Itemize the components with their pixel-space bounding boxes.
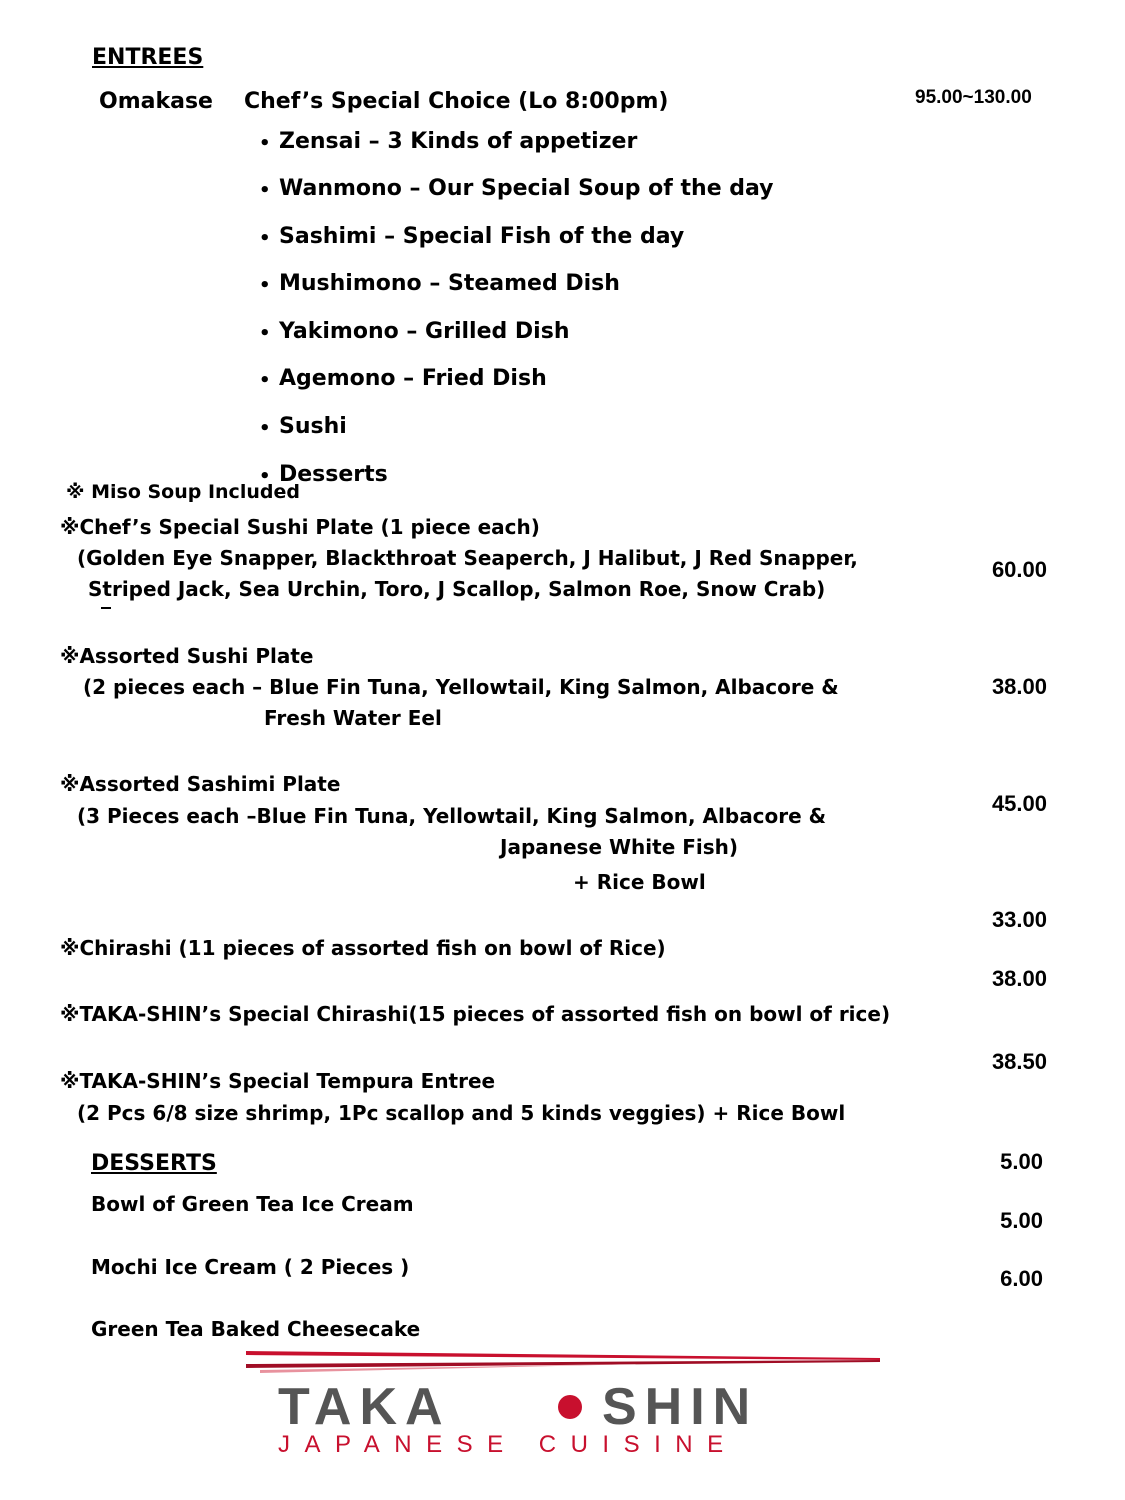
assorted-sushi-plate-price: 38.00 <box>991 674 1047 699</box>
chef-sushi-plate-desc-1: (Golden Eye Snapper, Blackthroat Seaperch, J Halibut, J Red Snapper, <box>77 546 858 570</box>
bullet-icon: • <box>259 275 271 296</box>
bullet-icon: • <box>259 466 271 487</box>
assorted-sashimi-plate-desc-1: (3 Pieces each –Blue Fin Tuna, Yellowtail, King Salmon, Albacore & <box>77 804 827 828</box>
bullet-icon: • <box>259 228 271 249</box>
entrees-heading: ENTREES <box>92 45 204 70</box>
course-item: Mushimono – Steamed Dish <box>279 271 620 296</box>
logo-name-right: SHIN <box>602 1378 759 1436</box>
course-item: Sushi <box>279 414 347 439</box>
desserts-heading: DESSERTS <box>91 1151 217 1176</box>
logo-name-left: TAKA <box>278 1378 451 1436</box>
miso-soup-note: ※ Miso Soup Included <box>66 481 300 503</box>
taka-shin-logo <box>240 1348 890 1458</box>
assorted-sashimi-plate-desc-2: Japanese White Fish) <box>500 835 739 859</box>
course-item: Agemono – Fried Dish <box>279 366 547 391</box>
bullet-icon: • <box>259 180 271 201</box>
dessert-price: 5.00 <box>1000 1149 1043 1174</box>
dessert-price: 5.00 <box>1000 1208 1043 1233</box>
special-chirashi-price: 38.00 <box>991 966 1047 991</box>
course-item: Sashimi – Special Fish of the day <box>279 224 685 249</box>
chef-sushi-plate-price: 60.00 <box>991 557 1047 582</box>
dessert-price: 6.00 <box>1000 1266 1043 1291</box>
logo-subtitle: JAPANESE CUISINE <box>278 1431 738 1458</box>
assorted-sashimi-plate-price: 45.00 <box>991 791 1047 816</box>
dessert-item: Mochi Ice Cream ( 2 Pieces ) <box>91 1255 410 1279</box>
chirashi-price: 33.00 <box>991 907 1047 932</box>
assorted-sashimi-plate-name: ※Assorted Sashimi Plate <box>60 772 341 796</box>
logo-red-dot <box>558 1395 582 1419</box>
chef-sushi-plate-desc-2: Striped Jack, Sea Urchin, Toro, J Scallop, Salmon Roe, Snow Crab) <box>88 577 826 601</box>
chopstick-bottom <box>246 1360 880 1368</box>
omakase-label: Omakase <box>99 89 213 114</box>
tempura-entree-desc: (2 Pcs 6/8 size shrimp, 1Pc scallop and 5 kinds veggies) + Rice Bowl <box>77 1101 846 1125</box>
chef-sushi-plate-name: ※Chef’s Special Sushi Plate (1 piece each) <box>60 515 540 539</box>
course-item: Yakimono – Grilled Dish <box>279 319 570 344</box>
assorted-sashimi-plate-desc-3: + Rice Bowl <box>573 870 706 894</box>
tempura-entree-price: 38.50 <box>991 1049 1047 1074</box>
chopstick-top <box>246 1351 880 1360</box>
assorted-sushi-plate-desc-1: (2 pieces each – Blue Fin Tuna, Yellowtail, King Salmon, Albacore & <box>83 675 839 699</box>
course-item: Desserts <box>279 462 388 487</box>
tempura-entree-name: ※TAKA-SHIN’s Special Tempura Entree <box>60 1069 496 1093</box>
assorted-sushi-plate-name: ※Assorted Sushi Plate <box>60 644 314 668</box>
omakase-price: 95.00~130.00 <box>915 87 1032 108</box>
bullet-icon: • <box>259 133 271 154</box>
omakase-title: Chef’s Special Choice (Lo 8:00pm) <box>244 89 669 114</box>
special-chirashi-name: ※TAKA-SHIN’s Special Chirashi(15 pieces of assorted fish on bowl of rice) <box>60 1002 891 1026</box>
chirashi-name: ※Chirashi (11 pieces of assorted fish on bowl of Rice) <box>60 936 666 960</box>
course-item: Wanmono – Our Special Soup of the day <box>279 176 774 201</box>
assorted-sushi-plate-desc-2: Fresh Water Eel <box>264 706 442 730</box>
course-item: Zensai – 3 Kinds of appetizer <box>279 129 638 154</box>
dessert-item: Green Tea Baked Cheesecake <box>91 1317 421 1341</box>
dessert-item: Bowl of Green Tea Ice Cream <box>91 1192 414 1216</box>
bullet-icon: • <box>259 323 271 344</box>
stray-dash <box>101 607 111 609</box>
bullet-icon: • <box>259 418 271 439</box>
bullet-icon: • <box>259 370 271 391</box>
